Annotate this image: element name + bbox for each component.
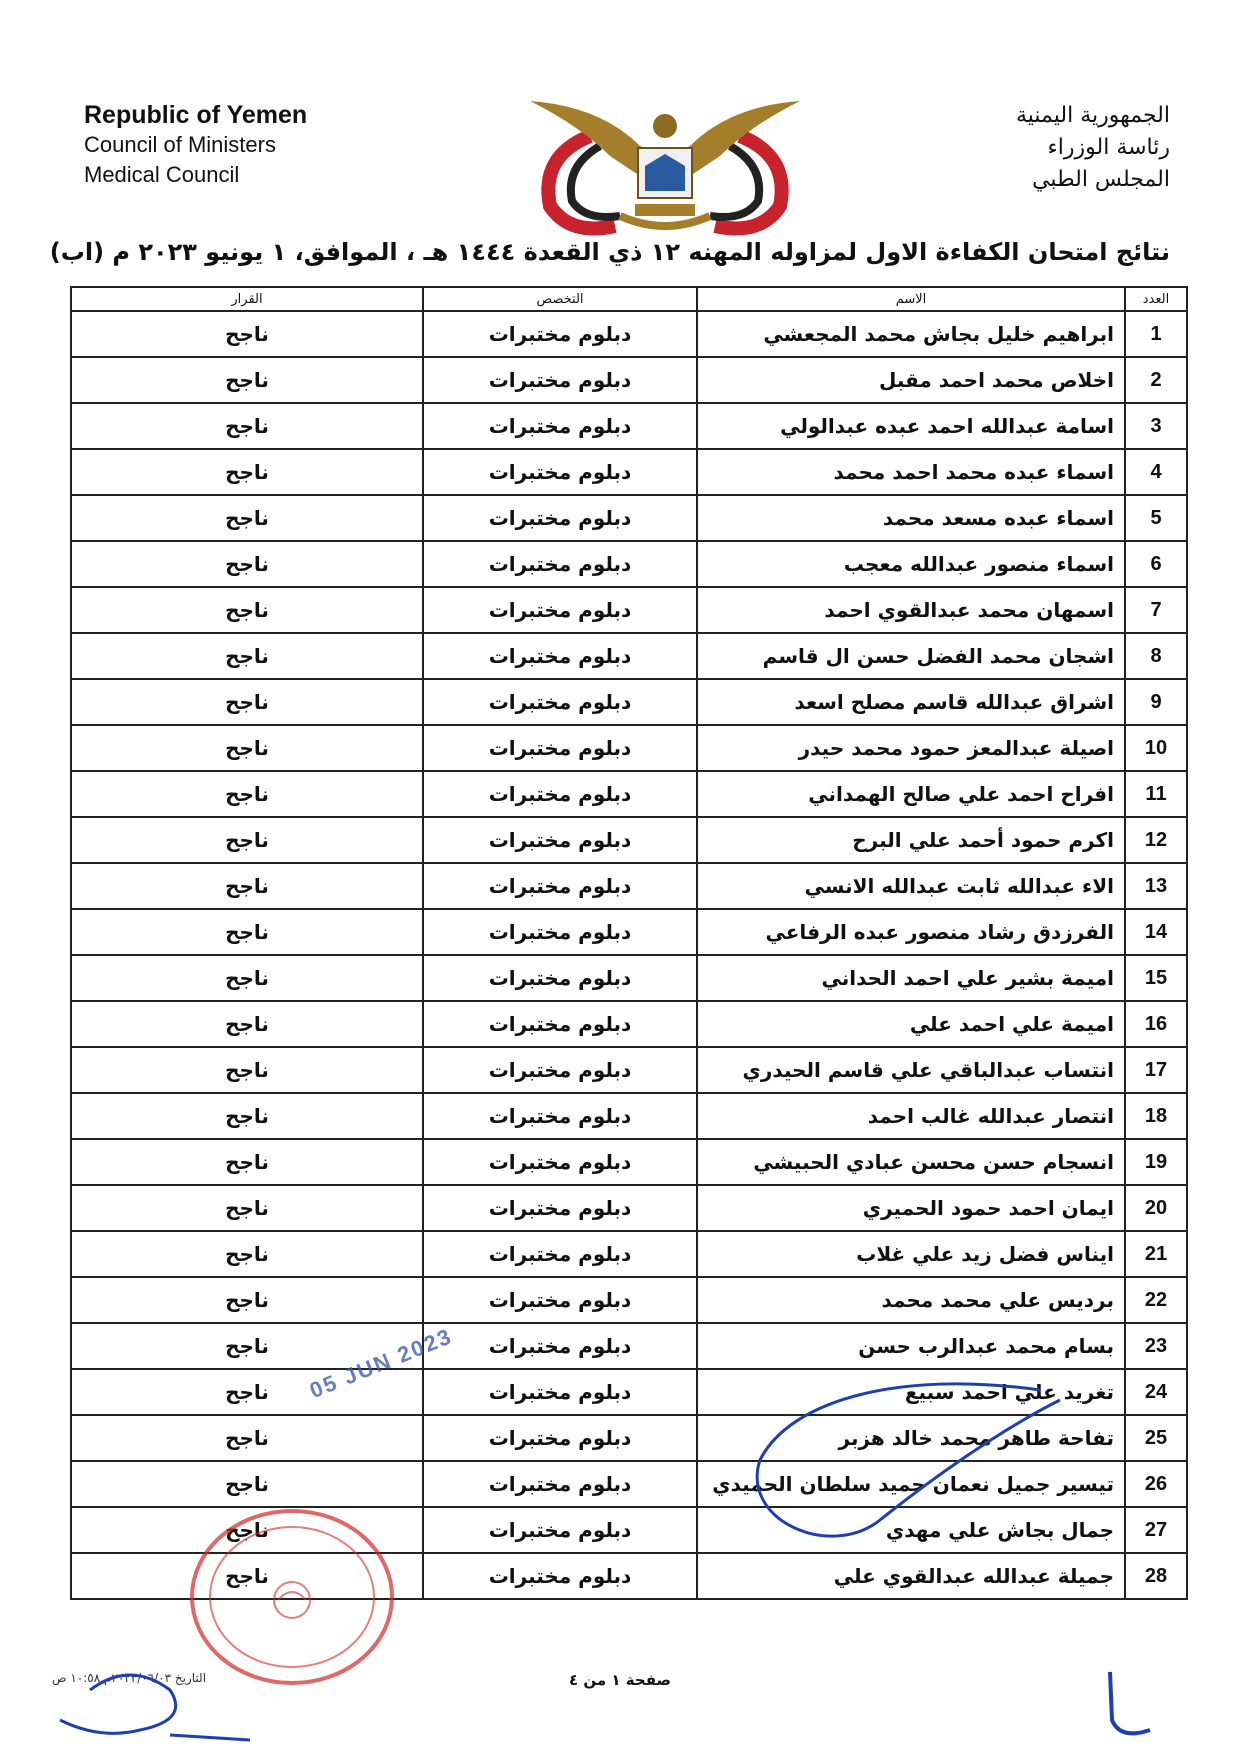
row-name: انتصار عبدالله غالب احمد — [697, 1093, 1125, 1139]
row-name: تيسير جميل نعمان حميد سلطان الحميدي — [697, 1461, 1125, 1507]
row-decision: ناجح — [71, 1461, 423, 1507]
row-specialty: دبلوم مختبرات — [423, 495, 697, 541]
table-row — [71, 1277, 1187, 1323]
row-decision: ناجح — [71, 1047, 423, 1093]
row-decision: ناجح — [71, 357, 423, 403]
row-name: اصيلة عبدالمعز حمود محمد حيدر — [697, 725, 1125, 771]
table-row — [71, 1369, 1187, 1415]
table-body — [71, 311, 1187, 1599]
row-name: برديس علي محمد محمد — [697, 1277, 1125, 1323]
header-ar-country: الجمهورية اليمنية — [1015, 103, 1170, 128]
header-arabic — [1016, 100, 1170, 196]
row-decision: ناجح — [71, 1001, 423, 1047]
row-number: 16 — [1125, 1001, 1187, 1047]
row-number: 13 — [1125, 863, 1187, 909]
yemen-eagle-emblem-icon — [520, 96, 810, 246]
row-decision: ناجح — [71, 403, 423, 449]
row-specialty: دبلوم مختبرات — [423, 817, 697, 863]
row-number: 10 — [1125, 725, 1187, 771]
row-name: جميلة عبدالله عبدالقوي علي — [697, 1553, 1125, 1599]
row-name: انتساب عبدالباقي علي قاسم الحيدري — [697, 1047, 1125, 1093]
row-name: الفرزدق رشاد منصور عبده الرفاعي — [697, 909, 1125, 955]
table-row — [71, 1185, 1187, 1231]
row-decision: ناجح — [71, 1369, 423, 1415]
row-name: اميمة علي احمد علي — [697, 1001, 1125, 1047]
row-specialty: دبلوم مختبرات — [423, 909, 697, 955]
row-specialty: دبلوم مختبرات — [423, 725, 697, 771]
row-number: 7 — [1125, 587, 1187, 633]
table-row — [71, 1323, 1187, 1369]
table-row — [71, 1001, 1187, 1047]
row-name: تفاحة طاهر محمد خالد هزبر — [697, 1415, 1125, 1461]
row-number: 1 — [1125, 311, 1187, 357]
row-decision: ناجح — [71, 725, 423, 771]
row-name: اشجان محمد الفضل حسن ال قاسم — [697, 633, 1125, 679]
results-title: نتائج امتحان الكفاءة الاول لمزاوله المهنه ١٢ ذي القعدة ١٤٤٤ هـ ، الموافق، ١ يونيو ٢٠٢٣ م (اب) — [49, 238, 1170, 266]
row-name: اسماء عبده مسعد محمد — [697, 495, 1125, 541]
row-number: 28 — [1125, 1553, 1187, 1599]
row-name: اميمة بشير علي احمد الحداني — [697, 955, 1125, 1001]
date-stamp: 05 JUN 2023 — [306, 1323, 456, 1404]
row-number: 22 — [1125, 1277, 1187, 1323]
table-row — [71, 311, 1187, 357]
row-name: جمال بجاش علي مهدي — [697, 1507, 1125, 1553]
header-en-medical: Medical Council — [84, 162, 240, 187]
table-row — [71, 633, 1187, 679]
table-row — [71, 403, 1187, 449]
row-decision: ناجح — [71, 541, 423, 587]
row-specialty: دبلوم مختبرات — [423, 1369, 697, 1415]
row-decision: ناجح — [71, 311, 423, 357]
table-header-row — [71, 287, 1187, 311]
row-specialty: دبلوم مختبرات — [423, 1047, 697, 1093]
row-number: 20 — [1125, 1185, 1187, 1231]
row-name: افراح احمد علي صالح الهمداني — [697, 771, 1125, 817]
header-ar-medical: المجلس الطبي — [1032, 167, 1170, 192]
row-specialty: دبلوم مختبرات — [423, 1139, 697, 1185]
row-decision: ناجح — [71, 909, 423, 955]
row-name: بسام محمد عبدالرب حسن — [697, 1323, 1125, 1369]
row-decision: ناجح — [71, 1231, 423, 1277]
header-decision: القرار — [71, 287, 423, 311]
table-row — [71, 1231, 1187, 1277]
row-decision: ناجح — [71, 449, 423, 495]
table-row — [71, 449, 1187, 495]
row-specialty: دبلوم مختبرات — [423, 955, 697, 1001]
row-specialty: دبلوم مختبرات — [423, 863, 697, 909]
row-decision: ناجح — [71, 863, 423, 909]
row-decision: ناجح — [71, 587, 423, 633]
row-specialty: دبلوم مختبرات — [423, 357, 697, 403]
page-number: صفحة ١ من ٤ — [569, 1671, 671, 1689]
row-number: 9 — [1125, 679, 1187, 725]
row-name: اسمهان محمد عبدالقوي احمد — [697, 587, 1125, 633]
row-specialty: دبلوم مختبرات — [423, 771, 697, 817]
table-row — [71, 1047, 1187, 1093]
row-number: 11 — [1125, 771, 1187, 817]
header-name: الاسم — [697, 287, 1125, 311]
medical-council-seal — [182, 1502, 402, 1692]
row-name: اسماء عبده محمد احمد محمد — [697, 449, 1125, 495]
table-row — [71, 1415, 1187, 1461]
table-row — [71, 541, 1187, 587]
row-decision: ناجح — [71, 1323, 423, 1369]
row-number: 26 — [1125, 1461, 1187, 1507]
row-number: 4 — [1125, 449, 1187, 495]
row-name: ايمان احمد حمود الحميري — [697, 1185, 1125, 1231]
row-name: اخلاص محمد احمد مقبل — [697, 357, 1125, 403]
row-number: 18 — [1125, 1093, 1187, 1139]
table-row — [71, 771, 1187, 817]
row-name: اسماء منصور عبدالله معجب — [697, 541, 1125, 587]
row-number: 23 — [1125, 1323, 1187, 1369]
row-number: 19 — [1125, 1139, 1187, 1185]
header-num: العدد — [1125, 287, 1187, 311]
header-english — [84, 100, 307, 190]
row-specialty: دبلوم مختبرات — [423, 311, 697, 357]
row-number: 3 — [1125, 403, 1187, 449]
table-row — [71, 587, 1187, 633]
row-specialty: دبلوم مختبرات — [423, 1461, 697, 1507]
row-specialty: دبلوم مختبرات — [423, 587, 697, 633]
row-decision: ناجح — [71, 955, 423, 1001]
row-name: ايناس فضل زيد علي غلاب — [697, 1231, 1125, 1277]
row-specialty: دبلوم مختبرات — [423, 403, 697, 449]
row-specialty: دبلوم مختبرات — [423, 1001, 697, 1047]
printed-date: التاريخ ٢٠٢٣/٠٦/٠٣م ١٠:٥٨ ص — [52, 1671, 207, 1685]
row-decision: ناجح — [71, 679, 423, 725]
row-specialty: دبلوم مختبرات — [423, 1323, 697, 1369]
row-decision: ناجح — [71, 495, 423, 541]
row-number: 12 — [1125, 817, 1187, 863]
row-decision: ناجح — [71, 633, 423, 679]
table-row — [71, 679, 1187, 725]
row-number: 25 — [1125, 1415, 1187, 1461]
header-en-country: Republic of Yemen — [84, 101, 308, 129]
table-row — [71, 863, 1187, 909]
table-row — [71, 357, 1187, 403]
row-decision: ناجح — [71, 1185, 423, 1231]
row-decision: ناجح — [71, 817, 423, 863]
row-specialty: دبلوم مختبرات — [423, 449, 697, 495]
row-decision: ناجح — [71, 1139, 423, 1185]
table-row — [71, 1461, 1187, 1507]
table-row — [71, 495, 1187, 541]
row-specialty: دبلوم مختبرات — [423, 1093, 697, 1139]
row-number: 14 — [1125, 909, 1187, 955]
row-specialty: دبلوم مختبرات — [423, 1415, 697, 1461]
row-decision: ناجح — [71, 1093, 423, 1139]
row-decision: ناجح — [71, 1553, 423, 1599]
header-specialty: التخصص — [423, 287, 697, 311]
row-number: 6 — [1125, 541, 1187, 587]
row-decision: ناجح — [71, 1415, 423, 1461]
header-en-council: Council of Ministers — [84, 132, 276, 157]
row-number: 15 — [1125, 955, 1187, 1001]
row-number: 8 — [1125, 633, 1187, 679]
table-row — [71, 817, 1187, 863]
row-specialty: دبلوم مختبرات — [423, 1185, 697, 1231]
row-specialty: دبلوم مختبرات — [423, 541, 697, 587]
row-number: 24 — [1125, 1369, 1187, 1415]
row-decision: ناجح — [71, 1507, 423, 1553]
row-number: 21 — [1125, 1231, 1187, 1277]
table-row — [71, 725, 1187, 771]
row-specialty: دبلوم مختبرات — [423, 633, 697, 679]
row-specialty: دبلوم مختبرات — [423, 1507, 697, 1553]
row-number: 2 — [1125, 357, 1187, 403]
table-row — [71, 1093, 1187, 1139]
row-name: الاء عبدالله ثابت عبدالله الانسي — [697, 863, 1125, 909]
row-name: اشراق عبدالله قاسم مصلح اسعد — [697, 679, 1125, 725]
row-specialty: دبلوم مختبرات — [423, 679, 697, 725]
row-specialty: دبلوم مختبرات — [423, 1277, 697, 1323]
row-name: اكرم حمود أحمد علي البرح — [697, 817, 1125, 863]
table-row — [71, 909, 1187, 955]
row-number: 27 — [1125, 1507, 1187, 1553]
row-number: 17 — [1125, 1047, 1187, 1093]
row-specialty: دبلوم مختبرات — [423, 1553, 697, 1599]
row-name: تغريد علي احمد سبيع — [697, 1369, 1125, 1415]
row-specialty: دبلوم مختبرات — [423, 1231, 697, 1277]
row-number: 5 — [1125, 495, 1187, 541]
row-decision: ناجح — [71, 1277, 423, 1323]
table-row — [71, 955, 1187, 1001]
row-decision: ناجح — [71, 771, 423, 817]
row-name: اسامة عبدالله احمد عبده عبدالولي — [697, 403, 1125, 449]
row-name: انسجام حسن محسن عبادي الحبيشي — [697, 1139, 1125, 1185]
results-table — [70, 286, 1188, 1600]
table-row — [71, 1139, 1187, 1185]
row-name: ابراهيم خليل بجاش محمد المجعشي — [697, 311, 1125, 357]
header-ar-council: رئاسة الوزراء — [1047, 135, 1170, 160]
